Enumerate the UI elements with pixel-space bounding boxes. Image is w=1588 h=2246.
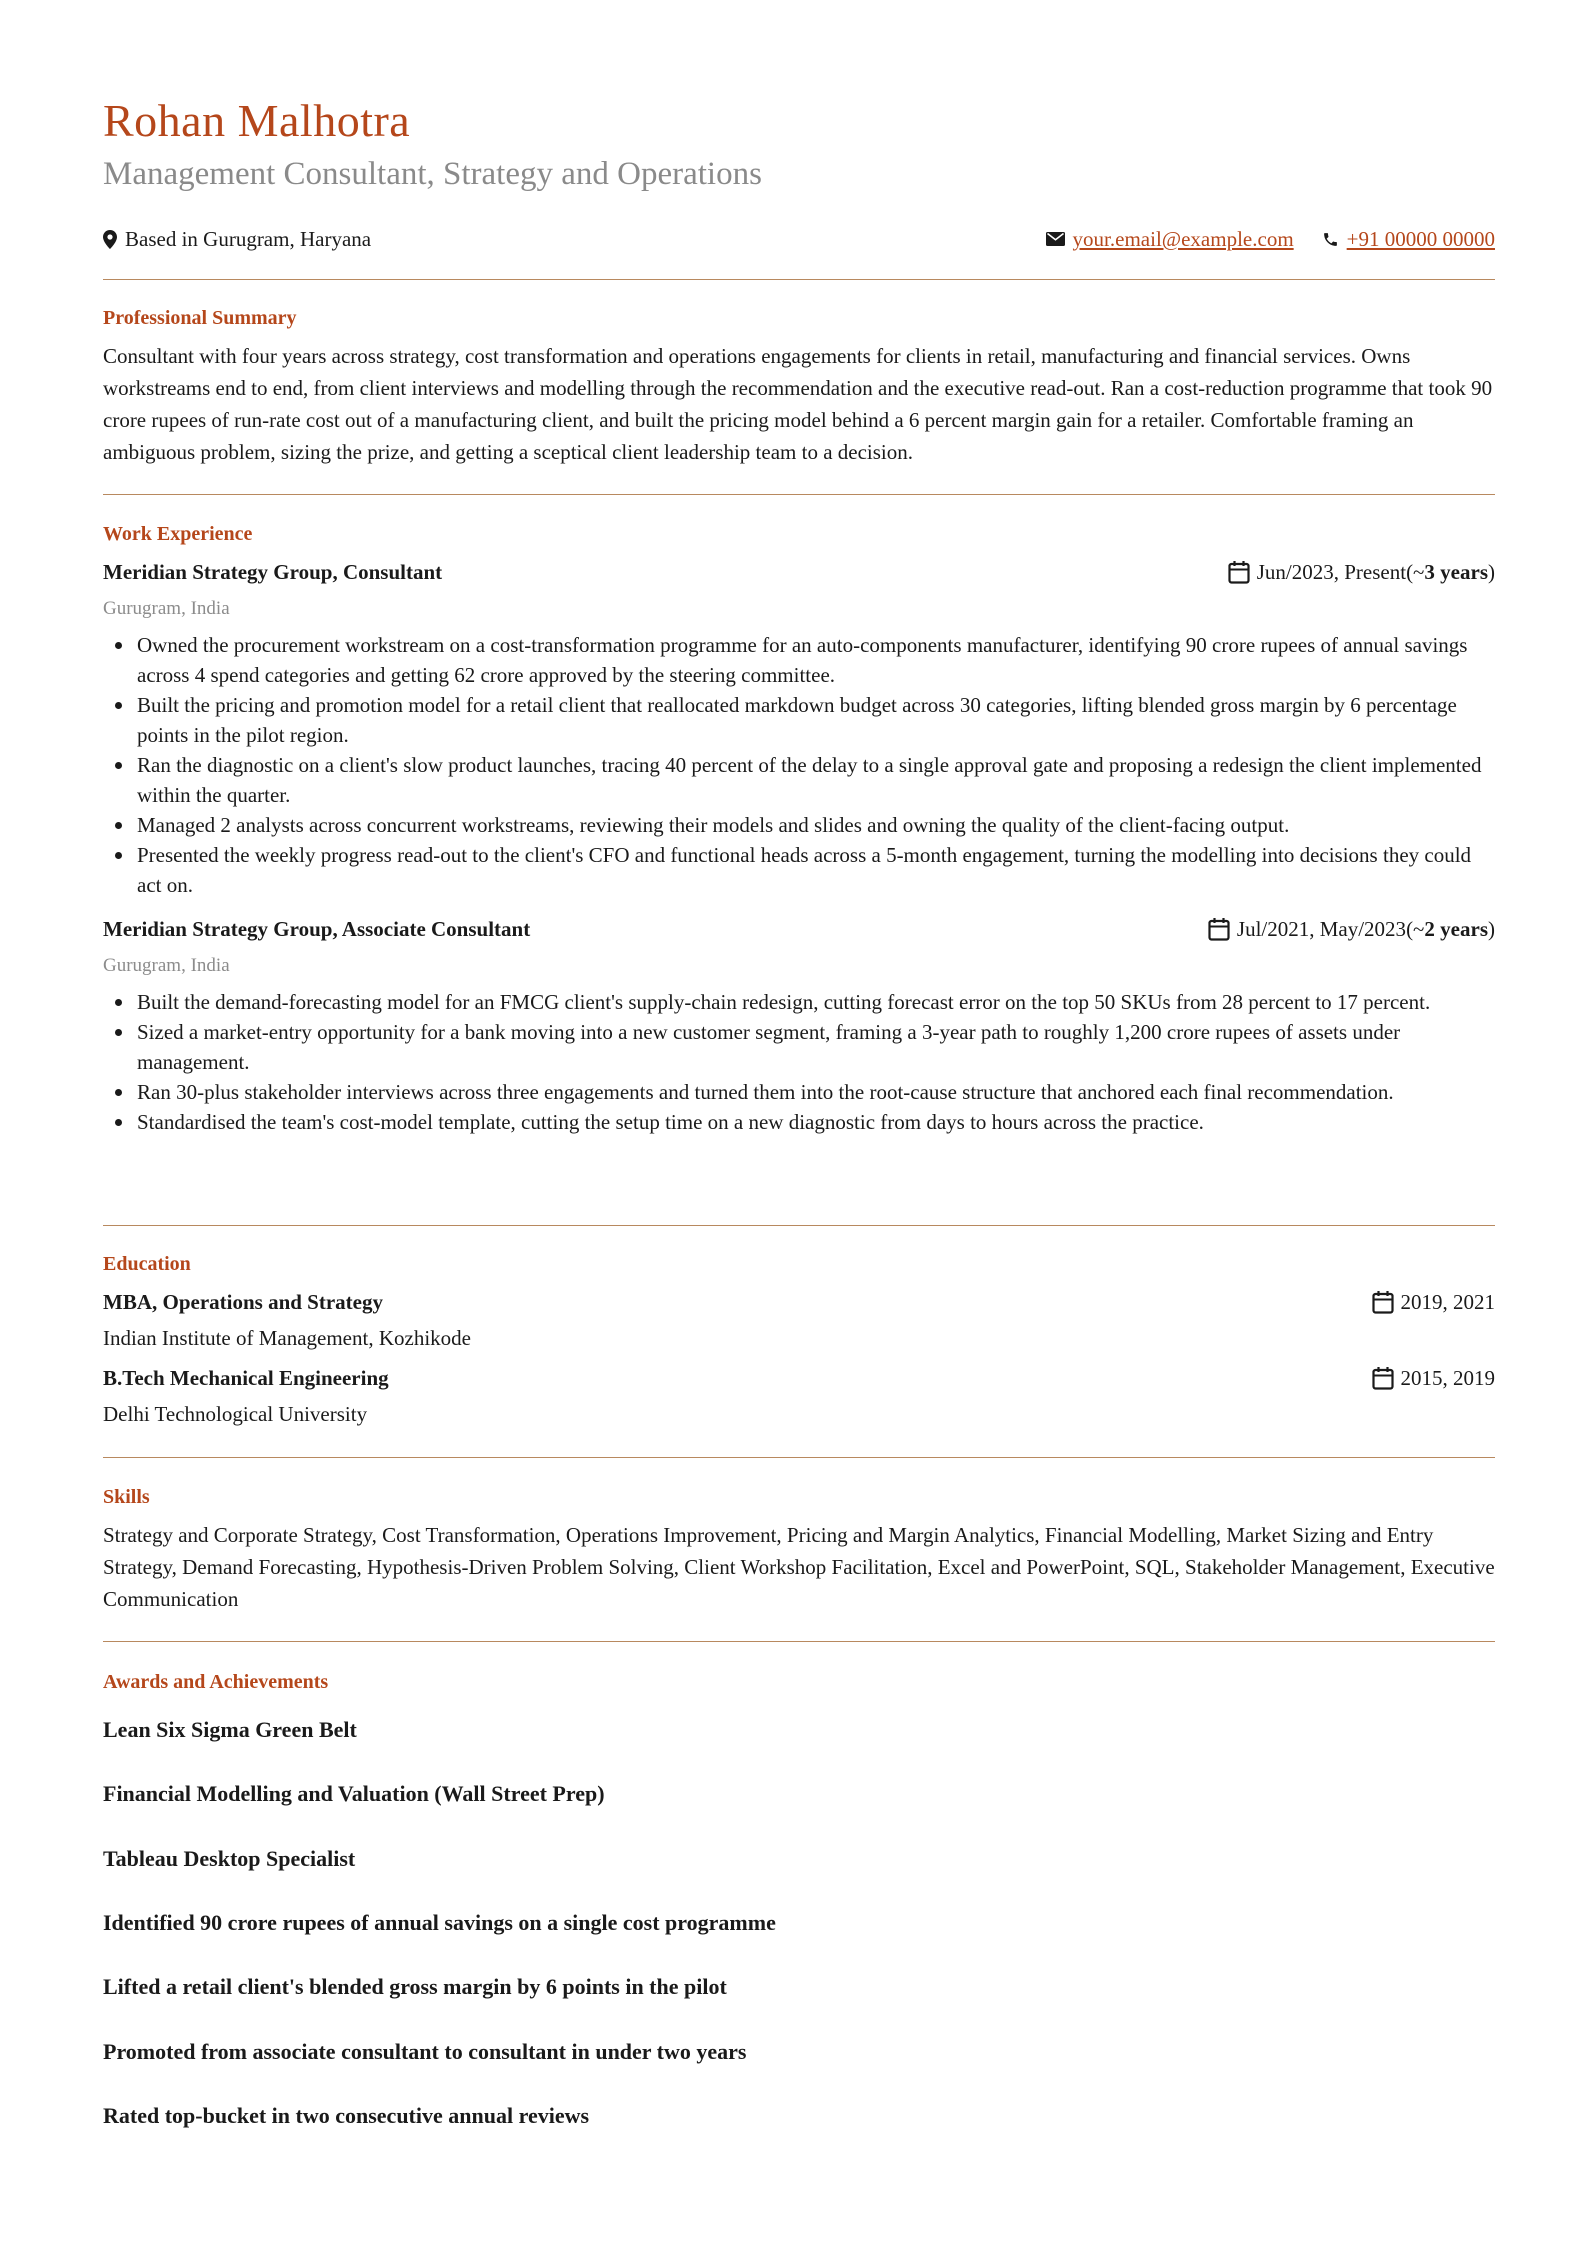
skills-text: Strategy and Corporate Strategy, Cost Transformation, Operations Improvement, Pricing and Margin Analytics, Financial Modelling, Market Sizing and Entry Strategy, Demand Forecasting, Hypothesis-Driven Problem Solving, Client Workshop Facilitation, Excel and PowerPoint, SQL, Stakeholder Management, Executive Communication — [103, 1523, 1495, 1611]
envelope-icon — [1046, 232, 1065, 246]
degree: MBA, Operations and Strategy — [103, 1290, 383, 1314]
date-range: Jun/2023, Present — [1256, 560, 1407, 584]
calendar-icon — [1228, 560, 1250, 584]
summary-heading: Professional Summary — [103, 307, 297, 329]
award-item: Identified 90 crore rupees of annual savings on a single cost programme — [103, 1910, 776, 1935]
job-title — [103, 914, 530, 944]
duration: 3 years — [1424, 560, 1488, 584]
divider — [103, 1641, 1495, 1642]
calendar-icon — [1372, 1290, 1394, 1314]
summary-text: Consultant with four years across strategy, cost transformation and operations engagements for clients in retail, manufacturing and financial services. Owns workstreams end to end, from client interviews and modelling through the recommendation and the executive read-out. Ran a cost-reduction programme that took 90 crore rupees of run-rate cost out of a manufacturing client, and built the pricing model behind a 6 percent margin gain for a retailer. Comfortable framing an ambiguous problem, sizing the prize, and getting a sceptical client leadership team to a decision. — [103, 344, 1493, 464]
contact-links — [1046, 224, 1495, 254]
location-pin-icon — [103, 230, 117, 249]
duration-open: (~ — [1406, 917, 1425, 941]
award-item: Lean Six Sigma Green Belt — [103, 1717, 357, 1742]
job-location: Gurugram, India — [103, 955, 230, 976]
duration-close: ) — [1488, 560, 1495, 584]
bullet-item: Sized a market-entry opportunity for a bank moving into a new customer segment, framing a 3-year path to roughly 1,200 crore rupees of assets under management. — [137, 1017, 1495, 1077]
award-item: Lifted a retail client's blended gross margin by 6 points in the pilot — [103, 1974, 727, 1999]
candidate-role: Management Consultant, Strategy and Operations — [103, 156, 762, 192]
education-dates — [1372, 1363, 1496, 1393]
education-header — [103, 1363, 1495, 1393]
bullet-item: Owned the procurement workstream on a cost-transformation programme for an auto-components manufacturer, identifying 90 crore rupees of annual savings across 4 spend categories and getting 62 crore approved by the steering committee. — [137, 630, 1495, 690]
duration-close: ) — [1488, 917, 1495, 941]
job-dates — [1228, 557, 1495, 587]
job-dates — [1208, 914, 1495, 944]
bullet-item: Ran the diagnostic on a client's slow product launches, tracing 40 percent of the delay to a single approval gate and proposing a redesign the client implemented within the quarter. — [137, 750, 1495, 810]
location — [103, 224, 371, 254]
education-header — [103, 1287, 1495, 1317]
institution: Indian Institute of Management, Kozhikode — [103, 1326, 471, 1350]
education-heading: Education — [103, 1253, 191, 1275]
experience-heading: Work Experience — [103, 523, 253, 545]
phone-link[interactable]: +91 00000 00000 — [1346, 227, 1495, 251]
calendar-icon — [1372, 1366, 1394, 1390]
award-item: Rated top-bucket in two consecutive annual reviews — [103, 2103, 590, 2128]
company-name: Meridian Strategy Group — [103, 560, 333, 584]
award-item: Financial Modelling and Valuation (Wall Street Prep) — [103, 1781, 605, 1806]
duration: 2 years — [1424, 917, 1488, 941]
skills-heading: Skills — [103, 1486, 150, 1508]
job-bullets — [103, 630, 1495, 900]
divider — [103, 1457, 1495, 1458]
candidate-name: Rohan Malhotra — [103, 95, 411, 146]
institution: Delhi Technological University — [103, 1402, 368, 1426]
position: Consultant — [342, 560, 443, 584]
email-link[interactable]: your.email@example.com — [1072, 227, 1294, 251]
contact-row — [103, 224, 1495, 254]
job-title — [103, 557, 442, 587]
company-name: Meridian Strategy Group — [103, 917, 333, 941]
job-header — [103, 914, 1495, 944]
duration-open: (~ — [1406, 560, 1425, 584]
job-location: Gurugram, India — [103, 598, 230, 619]
degree: B.Tech Mechanical Engineering — [103, 1366, 389, 1390]
separator: , — [332, 917, 342, 941]
award-item: Tableau Desktop Specialist — [103, 1846, 356, 1871]
bullet-item: Built the demand-forecasting model for an FMCG client's supply-chain redesign, cutting forecast error on the top 50 SKUs from 28 percent to 17 percent. — [137, 987, 1495, 1017]
bullet-item: Managed 2 analysts across concurrent workstreams, reviewing their models and slides and owning the quality of the client-facing output. — [137, 810, 1495, 840]
calendar-icon — [1208, 917, 1230, 941]
bullet-item: Ran 30-plus stakeholder interviews across three engagements and turned them into the root-cause structure that anchored each final recommendation. — [137, 1077, 1495, 1107]
divider — [103, 279, 1495, 280]
location-text: Based in Gurugram, Haryana — [125, 227, 372, 251]
bullet-item: Standardised the team's cost-model template, cutting the setup time on a new diagnostic from days to hours across the practice. — [137, 1107, 1495, 1137]
divider — [103, 494, 1495, 495]
phone-icon — [1322, 231, 1339, 248]
bullet-item: Built the pricing and promotion model for a retail client that reallocated markdown budget across 30 categories, lifting blended gross margin by 6 percentage points in the pilot region. — [137, 690, 1495, 750]
separator: , — [332, 560, 343, 584]
divider — [103, 1225, 1495, 1226]
date-range: 2015, 2019 — [1400, 1366, 1495, 1390]
awards-heading: Awards and Achievements — [103, 1671, 329, 1693]
date-range: 2019, 2021 — [1400, 1290, 1495, 1314]
award-item: Promoted from associate consultant to consultant in under two years — [103, 2039, 747, 2064]
position: Associate Consultant — [341, 917, 531, 941]
job-bullets — [103, 987, 1495, 1137]
education-dates — [1372, 1287, 1496, 1317]
date-range: Jul/2021, May/2023 — [1236, 917, 1407, 941]
bullet-item: Presented the weekly progress read-out to the client's CFO and functional heads across a 5-month engagement, turning the modelling into decisions they could act on. — [137, 840, 1495, 900]
job-header — [103, 557, 1495, 587]
